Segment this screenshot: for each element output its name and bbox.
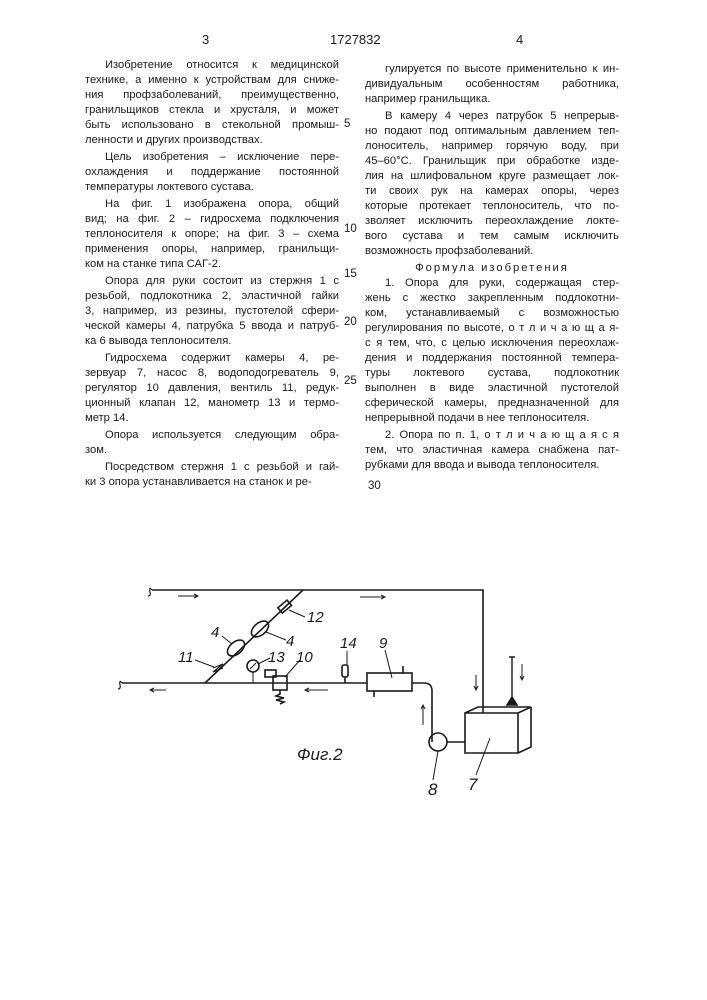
line-number: 15 <box>344 268 357 280</box>
text-line: ком, устанавливаемый с возможностью <box>365 306 619 321</box>
patent-number: 1727832 <box>330 32 381 47</box>
text-line: жень с жестко закрепленным подлокотни- <box>365 291 619 306</box>
line-number: 10 <box>344 223 357 235</box>
text-line: лоноситель, например горячую воду, при <box>365 139 619 154</box>
text-line: Посредством стержня 1 с резьбой и гай- <box>85 460 339 475</box>
arrow-icon <box>520 664 524 680</box>
text-line: Гидросхема содержит камеры 4, ре- <box>85 351 339 366</box>
text-line: ния профзаболеваний, преимущественно, <box>85 88 339 103</box>
label-4: 4 <box>211 624 219 641</box>
text-line: применения опоры, например, гранильщи- <box>85 242 339 257</box>
text-line: температуры локтевого сустава. <box>85 180 339 195</box>
text-line: дения и поддержания постоянной темпера- <box>365 351 619 366</box>
text-line: регулятор 10 давления, вентиль 11, редук- <box>85 381 339 396</box>
text-line: вид; на фиг. 2 – гидросхема подключения <box>85 212 339 227</box>
text-line: сферической камеры, предназначенной для <box>365 396 619 411</box>
text-line: вого сустава и тем самым исключить <box>365 229 619 244</box>
text-line: ки 3 опора устанавливается на станок и ре- <box>85 475 339 490</box>
text-line: гулируется по высоте применительно к ин- <box>365 62 619 77</box>
text-line: непрерывной подачи в нее теплоносителя. <box>365 411 619 426</box>
text-line: дивидуальным особенностям работника, <box>365 77 619 92</box>
text-line: лия на шлифовальном круге размещает лок- <box>365 169 619 184</box>
text-line: регулирования по высоте, о т л и ч а ю щ а я- <box>365 321 619 336</box>
text-line: ком на станке типа САГ-2. <box>85 257 339 272</box>
arrow-icon <box>474 675 478 690</box>
text-line: но подают под оптимальным давлением теп- <box>365 124 619 139</box>
text-line: Цель изобретения – исключение пере- <box>85 150 339 165</box>
label-7: 7 <box>468 775 478 794</box>
text-line: 45–60°С. Гранильщик при обработке изде- <box>365 154 619 169</box>
text-line: зволяет исключить переохлаждение локте- <box>365 214 619 229</box>
line-number: 5 <box>344 118 350 130</box>
text-line: туры локтевого сустава, подлокотник <box>365 366 619 381</box>
line-number: 30 <box>368 480 381 492</box>
text-line: возможность профзаболеваний. <box>365 244 619 259</box>
text-line: ленности и других производствах. <box>85 133 339 148</box>
tank-7 <box>465 707 531 753</box>
line-number: 25 <box>344 375 357 387</box>
text-line: 1. Опора для руки, содержащая стер- <box>365 276 619 291</box>
text-line: охлаждения и поддержание постоянной <box>85 165 339 180</box>
label-12: 12 <box>307 609 324 626</box>
page-number-right: 4 <box>516 32 523 47</box>
text-line: технике, а именно к устройствам для сниже- <box>85 73 339 88</box>
text-line: с я тем, что, с целью исключения переохлаж- <box>365 336 619 351</box>
label-9: 9 <box>379 635 388 652</box>
line-number: 20 <box>344 316 357 328</box>
text-line: теплоносителя к опоре; на фиг. 3 – схема <box>85 227 339 242</box>
text-line: На фиг. 1 изображена опора, общий <box>85 197 339 212</box>
arrow-icon <box>150 688 166 692</box>
chamber-4 <box>248 618 271 640</box>
text-line: Изобретение относится к медицинской <box>85 58 339 73</box>
page-number-left: 3 <box>202 32 209 47</box>
text-line: ти своих рук на камерах опоры, через <box>365 184 619 199</box>
figure-2-hydraulic-diagram <box>0 0 707 1000</box>
text-line: быть использовано в стекольной промыш- <box>85 118 339 133</box>
arrow-icon <box>421 705 425 725</box>
text-line: например гранильщика. <box>365 92 619 107</box>
text-line: гранильщиков стекла и хрусталя, и может <box>85 103 339 118</box>
text-line: зом. <box>85 443 339 458</box>
text-line: резьбой, подлокотника 2, эластичной гайки <box>85 289 339 304</box>
label-8: 8 <box>428 780 438 799</box>
text-line: В камеру 4 через патрубок 5 непрерыв- <box>365 109 619 124</box>
inlet-tap <box>509 657 515 700</box>
text-line: 2. Опора по п. 1, о т л и ч а ю щ а я с я <box>365 428 619 443</box>
label-11: 11 <box>178 649 194 666</box>
label-14: 14 <box>340 635 357 652</box>
text-line: Опора используется следующим обра- <box>85 428 339 443</box>
figure-caption: Фиг.2 <box>297 745 343 764</box>
claims-heading: Формула изобретения <box>365 261 619 276</box>
text-line: 3, например, из резины, пустотелой сфери- <box>85 304 339 319</box>
label-4: 4 <box>286 633 294 650</box>
arrow-icon <box>178 594 198 598</box>
text-line: ционный клапан 12, манометр 13 и термо- <box>85 396 339 411</box>
text-line: метр 14. <box>85 411 339 426</box>
text-line: рубками для ввода и вывода теплоносителя. <box>365 458 619 473</box>
text-line: ка 6 вывода теплоносителя. <box>85 334 339 349</box>
text-line: выполнен в виде эластичной пустотелой <box>365 381 619 396</box>
text-line: тем, что эластичная камера снабжена пат- <box>365 443 619 458</box>
arrow-icon <box>305 688 328 692</box>
text-line: Опора для руки состоит из стержня 1 с <box>85 274 339 289</box>
water-heater-9 <box>367 673 412 691</box>
arrow-icon <box>360 595 385 599</box>
label-13: 13 <box>268 649 285 666</box>
thermometer-14 <box>342 665 348 677</box>
label-10: 10 <box>296 649 313 666</box>
text-line: ческой камеры 4, патрубка 5 ввода и патруб- <box>85 319 339 334</box>
text-line: которые протекает теплоноситель, что по- <box>365 199 619 214</box>
text-line: зервуар 7, насос 8, водоподогреватель 9, <box>85 366 339 381</box>
